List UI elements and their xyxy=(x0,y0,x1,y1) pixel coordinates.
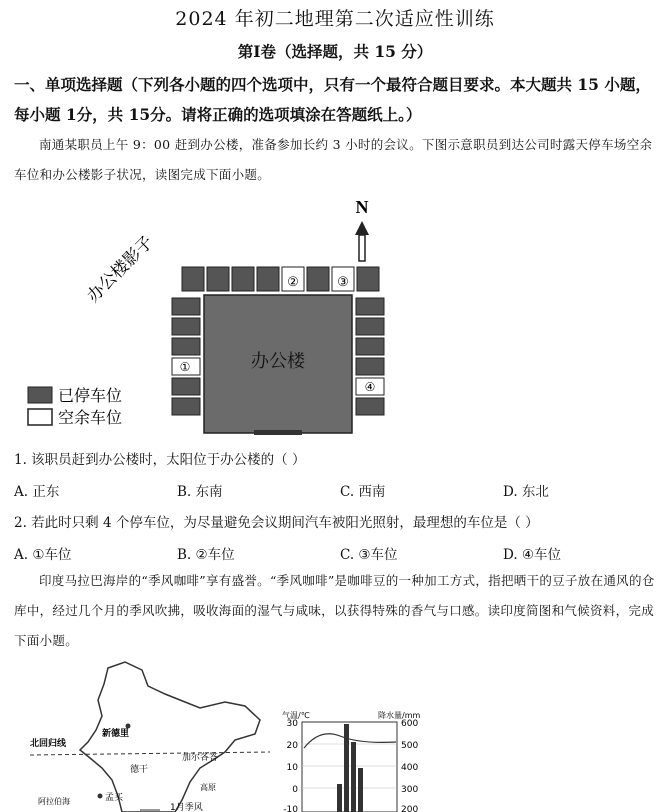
temperature-line xyxy=(304,734,396,748)
passage-1: 南通某职员上午 9：00 赶到办公楼，准备参加长约 3 小时的会议。下图示意职员到达公司时露天停车场空余车位和办公楼影子状况，读图完成下面小题。 xyxy=(14,137,653,182)
page-title: 2024 年初二地理第二次适应性训练 xyxy=(175,8,495,30)
temp-ticks xyxy=(283,719,298,812)
slot-1-label: ① xyxy=(179,360,191,374)
question-1-stem: 1. 该职员赶到办公楼时，太阳位于办公楼的（ ） xyxy=(14,452,306,468)
legend-empty-label: 空余车位 xyxy=(58,408,123,427)
mumbai-label: 孟买 xyxy=(105,793,124,803)
svg-text:500: 500 xyxy=(401,741,419,751)
q2-option-d[interactable]: D. ④车位 xyxy=(503,547,562,563)
north-label: N xyxy=(355,197,369,217)
india-map xyxy=(30,660,270,812)
kolkata-label: 加尔各答 xyxy=(182,753,219,763)
climate-chart xyxy=(270,708,430,812)
q2-option-c[interactable]: C. ③车位 xyxy=(340,547,398,563)
passage-2: 印度马拉巴海岸的“季风咖啡”享有盛誉。“季风咖啡”是咖啡豆的一种加工方式，指把晒干的豆子放在通风的仓库中，经过几个月的季风吹拂，吸收海面的湿气与咸味，以获得特殊的香气与口感。读印度简图和气候资料，完成下面小题。 xyxy=(14,573,655,648)
svg-text:30: 30 xyxy=(286,719,298,729)
arabian-sea-label: 阿拉伯海 xyxy=(38,797,70,806)
slot-2-label: ② xyxy=(287,275,299,290)
q1-option-b[interactable]: B. 东南 xyxy=(177,484,223,500)
paper-section-title: 第Ⅰ卷（选择题，共 15 分） xyxy=(237,42,433,61)
legend-parked-swatch xyxy=(28,387,52,403)
q2-option-b[interactable]: B. ②车位 xyxy=(177,547,235,563)
svg-text:0: 0 xyxy=(292,785,298,795)
right-parking-column xyxy=(356,298,384,415)
building-label: 办公楼 xyxy=(251,351,305,372)
svg-text:600: 600 xyxy=(401,719,419,729)
q2-option-a[interactable]: A. ①车位 xyxy=(14,547,72,563)
monsoon-label: 1月季风 xyxy=(170,803,203,812)
plateau-label: 高原 xyxy=(200,783,216,792)
instructions: 一、单项选择题（下列各小题的四个选项中，只有一个最符合题目要求。本大题共 15 小题，每小题 1分，共 15分。请将正确的选项填涂在答题纸上。） xyxy=(14,75,651,124)
svg-text:300: 300 xyxy=(401,785,419,795)
temp-axis-title: 气温/℃ xyxy=(282,711,310,720)
deccan-label: 德干 xyxy=(130,765,149,775)
svg-text:200: 200 xyxy=(401,805,419,812)
legend-parked-label: 已停车位 xyxy=(58,386,123,405)
q1-option-a[interactable]: A. 正东 xyxy=(14,484,60,500)
slot-4-label: ④ xyxy=(364,380,376,394)
legend-empty-swatch xyxy=(28,409,52,425)
parking-figure xyxy=(14,195,414,440)
top-parking-row xyxy=(182,267,379,291)
shadow-label: 办公楼影子 xyxy=(83,232,158,307)
precip-ticks xyxy=(401,719,418,812)
svg-text:-10: -10 xyxy=(283,805,298,812)
delhi-label: 新德里 xyxy=(102,729,130,739)
svg-text:10: 10 xyxy=(286,763,298,773)
slot-3-label: ③ xyxy=(337,275,349,290)
left-parking-column xyxy=(172,298,200,415)
question-2-stem: 2. 若此时只剩 4 个停车位，为尽量避免会议期间汽车被阳光照射，最理想的车位是（ ） xyxy=(14,515,539,531)
precip-axis-title: 降水量/mm xyxy=(378,711,421,720)
svg-text:400: 400 xyxy=(401,763,419,773)
north-arrow-icon xyxy=(355,221,369,261)
q1-option-d[interactable]: D. 东北 xyxy=(503,484,549,500)
precip-bars xyxy=(337,724,363,812)
svg-text:20: 20 xyxy=(286,741,298,751)
q1-option-c[interactable]: C. 西南 xyxy=(340,484,386,500)
tropic-label: 北回归线 xyxy=(30,739,67,749)
